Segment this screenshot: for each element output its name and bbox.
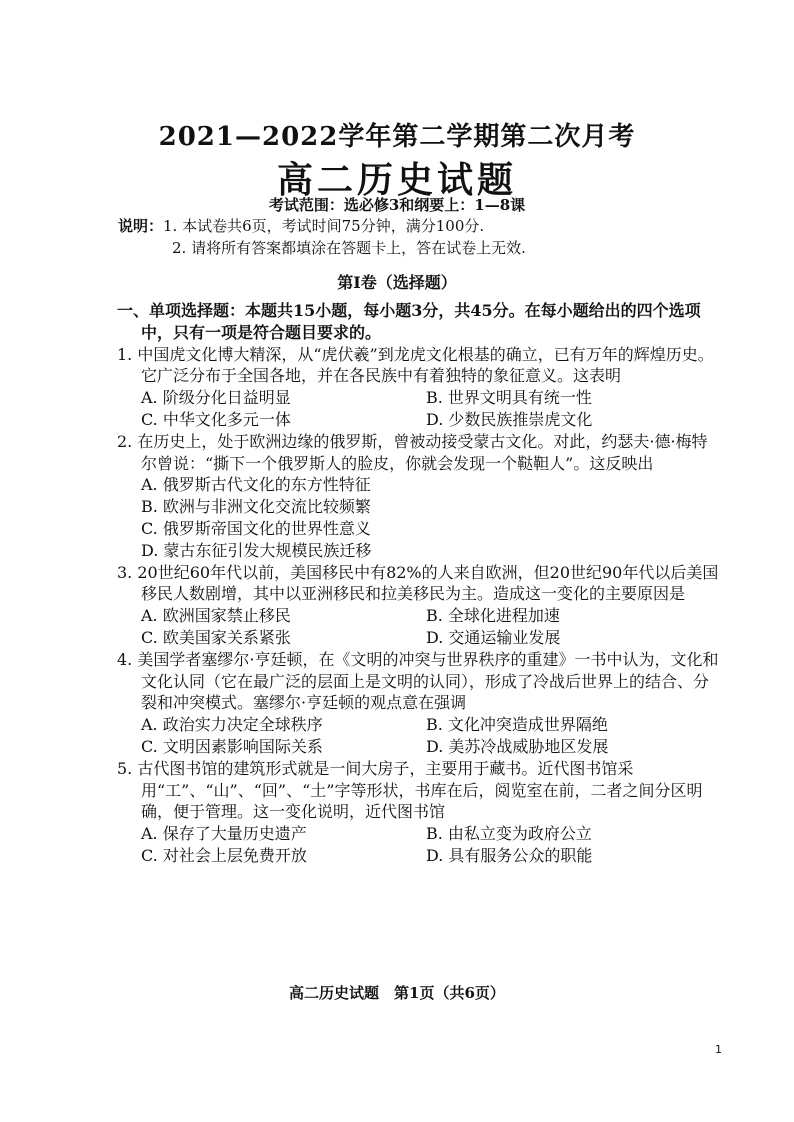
subject-title: 高二历史试题 (276, 159, 517, 201)
option-a: A. 阶级分化日益明显 (141, 388, 291, 408)
question-4 (117, 649, 722, 758)
option-d: D. 美苏冷战威胁地区发展 (426, 736, 609, 756)
question-stem: 5. 古代图书馆的建筑形式就是一间大房子，主要用于藏书。近代图书馆采用“工”、“山”、“回”、“土”字等形状，书库在后，阅览室在前，二者之间分区明确，便于管理。这一变化说明，近代图书馆 (117, 758, 703, 822)
option-row (117, 736, 722, 758)
question-list (117, 300, 722, 867)
option-row (117, 409, 722, 431)
option-b: B. 由私立变为政府公立 (426, 824, 592, 844)
page-number: 1 (715, 1043, 722, 1056)
option-c: C. 俄罗斯帝国文化的世界性意义 (141, 518, 371, 538)
note-row-1 (118, 215, 526, 237)
note-1: 1. 本试卷共6页，考试时间75分钟，满分100分. (163, 217, 485, 235)
note-row-2 (118, 237, 526, 259)
question-1 (117, 344, 722, 431)
question-2 (117, 431, 722, 562)
option-d: D. 具有服务公众的职能 (426, 845, 593, 865)
option-row (117, 823, 722, 845)
question-5 (117, 758, 722, 867)
question-3 (117, 562, 722, 649)
option-row (117, 605, 722, 627)
note-2: 2. 请将所有答案都填涂在答题卡上，答在试卷上无效. (172, 239, 526, 257)
question-stem: 4. 美国学者塞缪尔·亨廷顿，在《文明的冲突与世界秩序的重建》一书中认为，文化和文化认同（它在最广泛的层面上是文明的认同），形成了冷战后世界上的结合、分裂和冲突模式。塞缪尔·亨廷顿的观点意在强调 (117, 649, 719, 713)
option-row (117, 714, 722, 736)
option-row (117, 387, 722, 409)
option-a: A. 政治实力决定全球秩序 (141, 715, 323, 735)
option-c: C. 欧美国家关系紧张 (141, 627, 291, 647)
exam-title: 2021—2022学年第二学期第二次月考 (158, 122, 636, 152)
option-c: C. 对社会上层免费开放 (141, 845, 307, 865)
notes-label: 说明： (118, 217, 164, 235)
section-title: 第Ⅰ卷（选择题） (337, 273, 457, 292)
option-d: D. 蒙古东征引发大规模民族迁移 (141, 540, 372, 560)
option-row (117, 627, 722, 649)
option-b: B. 文化冲突造成世界隔绝 (426, 715, 608, 735)
option-b: B. 欧洲与非洲文化交流比较频繁 (141, 497, 371, 517)
question-stem: 3. 20世纪60年代以前，美国移民中有82%的人来自欧洲，但20世纪90年代以后美国移民人数剧增，其中以亚洲移民和拉美移民为主。造成这一变化的主要原因是 (117, 562, 719, 604)
option-d: D. 少数民族推崇虎文化 (426, 409, 593, 429)
option-c: C. 中华文化多元一体 (141, 409, 291, 429)
option-a: A. 保存了大量历史遗产 (141, 824, 307, 844)
option-a: A. 俄罗斯古代文化的东方性特征 (141, 475, 371, 495)
exam-scope: 考试范围：选必修3和纲要上：1—8课 (268, 196, 526, 214)
question-stem: 2. 在历史上，处于欧洲边缘的俄罗斯，曾被动接受蒙古文化。对此，约瑟夫·德·梅特尔曾说：“撕下一个俄罗斯人的脸皮，你就会发现一个鞑靼人”。这反映出 (117, 431, 708, 473)
option-b: B. 世界文明具有统一性 (426, 388, 592, 408)
option-a: A. 欧洲国家禁止移民 (141, 606, 291, 626)
option-row (117, 845, 722, 867)
part-heading: 一、单项选择题：本题共15小题，每小题3分，共45分。在每小题给出的四个选项中，只有一项是符合题目要求的。 (117, 301, 701, 342)
option-b: B. 全球化进程加速 (426, 606, 560, 626)
page-footer: 高二历史试题 第1页（共6页） (289, 984, 505, 1002)
question-stem: 1. 中国虎文化博大精深，从“虎伏羲”到龙虎文化根基的确立，已有万年的辉煌历史。它广泛分布于全国各地，并在各民族中有着独特的象征意义。这表明 (117, 344, 714, 386)
exam-notes (118, 215, 526, 259)
option-c: C. 文明因素影响国际关系 (141, 736, 323, 756)
option-d: D. 交通运输业发展 (426, 627, 561, 647)
